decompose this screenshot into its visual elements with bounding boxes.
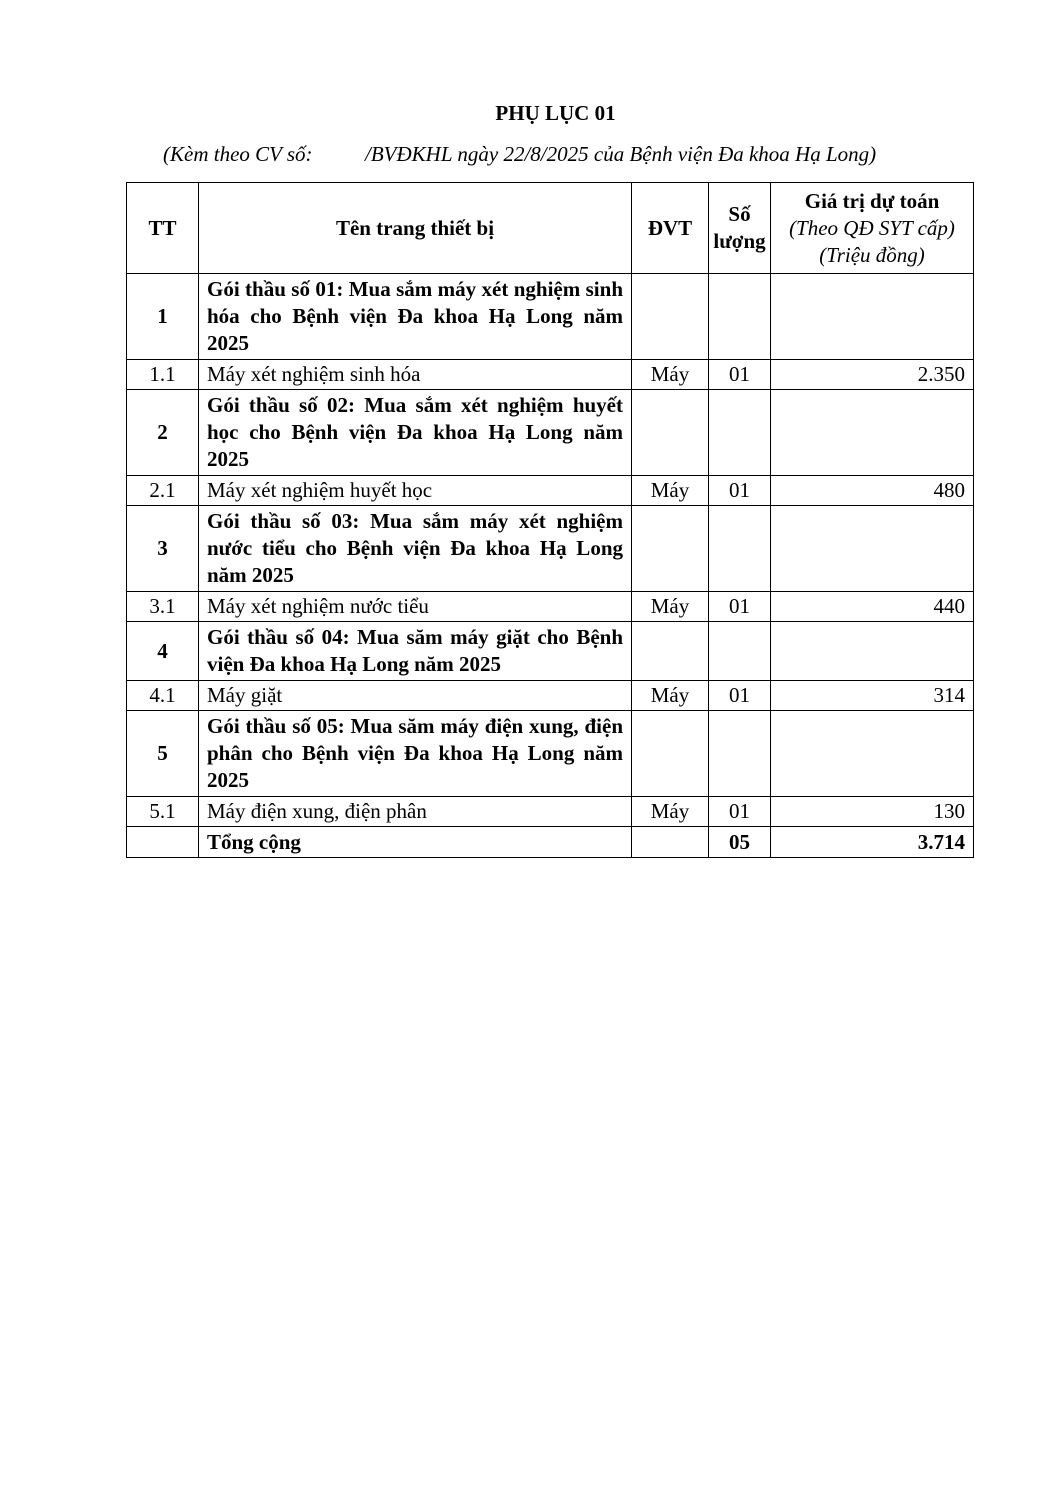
cell-name: Gói thầu số 02: Mua sắm xét nghiệm huyết học cho Bệnh viện Đa khoa Hạ Long năm 2025 xyxy=(199,390,632,476)
cell-name: Gói thầu số 01: Mua sắm máy xét nghiệm sinh hóa cho Bệnh viện Đa khoa Hạ Long năm 2025 xyxy=(199,274,632,360)
cell-value: 2.350 xyxy=(771,360,974,390)
total-row xyxy=(127,827,974,858)
table-row xyxy=(127,390,974,476)
cell-name: Gói thầu số 03: Mua sắm máy xét nghiệm nước tiểu cho Bệnh viện Đa khoa Hạ Long năm 2025 xyxy=(199,506,632,592)
cell-tt: 4 xyxy=(127,622,199,681)
table-row xyxy=(127,506,974,592)
cell-quantity: 01 xyxy=(709,797,771,827)
header-name: Tên trang thiết bị xyxy=(199,183,632,274)
cell-name: Máy xét nghiệm sinh hóa xyxy=(199,360,632,390)
table-row xyxy=(127,360,974,390)
cell-quantity: 01 xyxy=(709,360,771,390)
cell-name: Gói thầu số 04: Mua săm máy giặt cho Bệnh viện Đa khoa Hạ Long năm 2025 xyxy=(199,622,632,681)
page-title: PHỤ LỤC 01 xyxy=(495,101,616,125)
header-quantity-line1: Số xyxy=(728,202,751,226)
table-row xyxy=(127,622,974,681)
cell-tt: 3.1 xyxy=(127,592,199,622)
document-reference: (Kèm theo CV số: /BVĐKHL ngày 22/8/2025 của Bệnh viện Đa khoa Hạ Long) xyxy=(163,142,877,166)
cell-quantity: 01 xyxy=(709,476,771,506)
cell-unit: Máy xyxy=(632,592,709,622)
cell-unit: Máy xyxy=(632,681,709,711)
table-row xyxy=(127,797,974,827)
cell-tt: 1 xyxy=(127,274,199,360)
equipment-table xyxy=(126,182,974,858)
cell-unit: Máy xyxy=(632,797,709,827)
cell-name: Máy giặt xyxy=(199,681,632,711)
cell-value: 314 xyxy=(771,681,974,711)
cell-name: Gói thầu số 05: Mua săm máy điện xung, điện phân cho Bệnh viện Đa khoa Hạ Long năm 2025 xyxy=(199,711,632,797)
table-row xyxy=(127,681,974,711)
cell-value: 440 xyxy=(771,592,974,622)
cell-value: 130 xyxy=(771,797,974,827)
table-header-row xyxy=(127,183,974,274)
total-label: Tổng cộng xyxy=(199,827,632,858)
cell-tt: 5 xyxy=(127,711,199,797)
total-quantity: 05 xyxy=(709,827,771,858)
cell-name: Máy điện xung, điện phân xyxy=(199,797,632,827)
header-tt: TT xyxy=(127,183,199,274)
cell-unit: Máy xyxy=(632,476,709,506)
cell-tt: 5.1 xyxy=(127,797,199,827)
table-row xyxy=(127,476,974,506)
cell-quantity: 01 xyxy=(709,592,771,622)
table-row xyxy=(127,711,974,797)
table-row xyxy=(127,592,974,622)
cell-tt: 1.1 xyxy=(127,360,199,390)
cell-tt: 4.1 xyxy=(127,681,199,711)
cell-tt: 2.1 xyxy=(127,476,199,506)
header-quantity-line2: lượng xyxy=(713,229,766,253)
cell-value: 480 xyxy=(771,476,974,506)
cell-name: Máy xét nghiệm nước tiểu xyxy=(199,592,632,622)
header-value-line1: Giá trị dự toán xyxy=(804,188,940,213)
header-value-line3: (Triệu đồng) xyxy=(819,242,925,267)
cell-unit: Máy xyxy=(632,360,709,390)
cell-tt: 2 xyxy=(127,390,199,476)
total-value: 3.714 xyxy=(771,827,974,858)
header-quantity xyxy=(709,183,771,274)
cell-name: Máy xét nghiệm huyết học xyxy=(199,476,632,506)
table-row xyxy=(127,274,974,360)
header-value xyxy=(771,183,974,274)
header-dvt: ĐVT xyxy=(632,183,709,274)
cell-quantity: 01 xyxy=(709,681,771,711)
cell-tt: 3 xyxy=(127,506,199,592)
header-value-line2: (Theo QĐ SYT cấp) xyxy=(789,215,955,240)
